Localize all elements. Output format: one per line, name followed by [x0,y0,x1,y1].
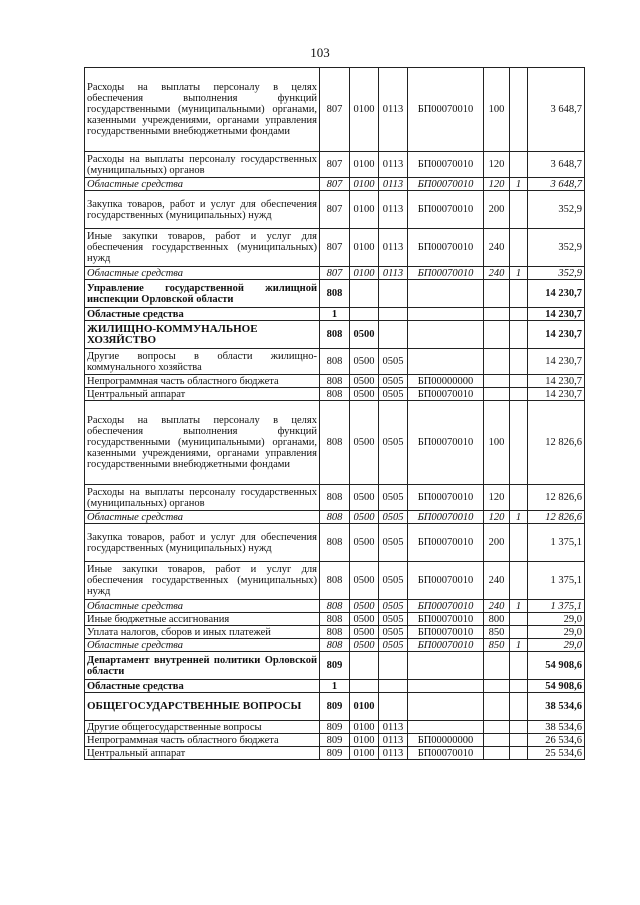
row-expense-type [484,734,510,747]
row-target-item [408,693,484,721]
table-row [85,721,585,734]
row-grbs: 807 [320,267,350,280]
row-name: Иные закупки товаров, работ и услуг для обеспечения государственных (муниципальных) нужд [85,562,320,600]
row-grbs: 809 [320,652,350,680]
row-section: 0500 [350,401,379,485]
row-subsection: 0505 [379,511,408,524]
row-grbs: 807 [320,68,350,152]
table-row [85,693,585,721]
row-name: Иные закупки товаров, работ и услуг для обеспечения государственных (муниципальных) нужд [85,229,320,267]
row-source [510,721,528,734]
row-source [510,401,528,485]
table-row [85,734,585,747]
row-source [510,229,528,267]
row-name: Областные средства [85,267,320,280]
row-grbs: 808 [320,524,350,562]
row-subsection: 0113 [379,267,408,280]
row-sum: 54 908,6 [528,652,585,680]
row-sum: 352,9 [528,267,585,280]
row-section: 0500 [350,524,379,562]
row-expense-type: 120 [484,178,510,191]
row-name: Областные средства [85,511,320,524]
row-name: Закупка товаров, работ и услуг для обеспечения государственных (муниципальных) нужд [85,191,320,229]
row-grbs: 808 [320,613,350,626]
row-target-item: БП00000000 [408,734,484,747]
row-target-item: БП00070010 [408,600,484,613]
row-target-item: БП00000000 [408,375,484,388]
row-name: Непрограммная часть областного бюджета [85,734,320,747]
row-grbs: 808 [320,639,350,652]
row-subsection [379,280,408,308]
row-expense-type [484,388,510,401]
table-row [85,600,585,613]
row-sum: 26 534,6 [528,734,585,747]
row-expense-type: 240 [484,267,510,280]
row-source: 1 [510,639,528,652]
row-subsection: 0113 [379,178,408,191]
row-section: 0500 [350,485,379,511]
row-sum: 352,9 [528,229,585,267]
row-section: 0500 [350,626,379,639]
row-subsection [379,680,408,693]
row-section: 0500 [350,613,379,626]
row-name: Иные бюджетные ассигнования [85,613,320,626]
row-expense-type: 120 [484,485,510,511]
row-sum: 1 375,1 [528,524,585,562]
row-expense-type [484,747,510,760]
row-grbs: 808 [320,388,350,401]
table-row [85,524,585,562]
row-target-item [408,321,484,349]
row-source [510,68,528,152]
row-source [510,524,528,562]
row-section: 0500 [350,388,379,401]
row-target-item [408,652,484,680]
row-grbs: 1 [320,308,350,321]
row-name: ЖИЛИЩНО-КОММУНАЛЬНОЕ ХОЗЯЙСТВО [85,321,320,349]
row-expense-type [484,321,510,349]
table-row [85,349,585,375]
row-expense-type: 240 [484,562,510,600]
row-name: Другие общегосударственные вопросы [85,721,320,734]
row-section [350,308,379,321]
row-name: Управление государственной жилищной инспекции Орловской области [85,280,320,308]
table-row [85,191,585,229]
table-row [85,747,585,760]
row-grbs: 809 [320,734,350,747]
row-name: Областные средства [85,680,320,693]
row-subsection: 0505 [379,375,408,388]
row-subsection: 0505 [379,485,408,511]
row-expense-type [484,308,510,321]
row-name: Расходы на выплаты персоналу в целях обеспечения выполнения функций государственными (муниципальными) органами, казенными учреждениями, органами управления государственными внебюджетными фондами [85,68,320,152]
row-name: Расходы на выплаты персоналу государственных (муниципальных) органов [85,485,320,511]
row-name: Департамент внутренней политики Орловской области [85,652,320,680]
row-section: 0500 [350,639,379,652]
row-target-item: БП00070010 [408,388,484,401]
table-row [85,639,585,652]
row-subsection: 0505 [379,349,408,375]
table-row [85,152,585,178]
row-target-item [408,308,484,321]
row-name: Центральный аппарат [85,747,320,760]
row-target-item: БП00070010 [408,401,484,485]
row-sum: 29,0 [528,626,585,639]
row-grbs: 808 [320,321,350,349]
row-source [510,280,528,308]
row-source [510,308,528,321]
row-section [350,652,379,680]
row-source [510,626,528,639]
row-expense-type: 120 [484,511,510,524]
row-expense-type: 200 [484,191,510,229]
row-section: 0100 [350,693,379,721]
row-expense-type: 850 [484,626,510,639]
row-subsection [379,693,408,721]
row-sum: 29,0 [528,639,585,652]
row-grbs: 809 [320,747,350,760]
row-subsection [379,321,408,349]
row-grbs: 808 [320,401,350,485]
row-source [510,349,528,375]
row-expense-type: 850 [484,639,510,652]
row-grbs: 808 [320,626,350,639]
row-source [510,485,528,511]
row-expense-type: 200 [484,524,510,562]
row-sum: 14 230,7 [528,375,585,388]
row-section: 0500 [350,375,379,388]
row-grbs: 1 [320,680,350,693]
table-row [85,562,585,600]
row-name: Областные средства [85,178,320,191]
row-section: 0100 [350,229,379,267]
row-source [510,693,528,721]
row-subsection: 0113 [379,721,408,734]
row-section: 0100 [350,267,379,280]
row-subsection: 0113 [379,747,408,760]
row-target-item [408,721,484,734]
row-sum: 3 648,7 [528,178,585,191]
row-target-item: БП00070010 [408,747,484,760]
table-row [85,388,585,401]
row-sum: 38 534,6 [528,693,585,721]
row-grbs: 807 [320,152,350,178]
row-expense-type: 800 [484,613,510,626]
table-row [85,626,585,639]
row-subsection: 0505 [379,562,408,600]
row-target-item: БП00070010 [408,626,484,639]
row-source [510,191,528,229]
row-target-item: БП00070010 [408,68,484,152]
row-source [510,375,528,388]
row-grbs: 808 [320,280,350,308]
row-grbs: 807 [320,229,350,267]
row-section [350,280,379,308]
row-grbs: 808 [320,349,350,375]
table-row [85,267,585,280]
row-section: 0500 [350,562,379,600]
row-subsection [379,308,408,321]
row-expense-type: 100 [484,401,510,485]
row-sum: 29,0 [528,613,585,626]
row-name: Областные средства [85,639,320,652]
row-subsection: 0505 [379,388,408,401]
row-subsection: 0113 [379,229,408,267]
row-name: Областные средства [85,600,320,613]
table-row [85,485,585,511]
budget-table [84,67,585,760]
row-sum: 38 534,6 [528,721,585,734]
row-sum: 14 230,7 [528,349,585,375]
row-expense-type [484,680,510,693]
row-expense-type [484,652,510,680]
table-row [85,229,585,267]
row-subsection: 0505 [379,524,408,562]
row-section: 0100 [350,178,379,191]
table-row [85,613,585,626]
row-source: 1 [510,267,528,280]
row-target-item [408,280,484,308]
row-target-item: БП00070010 [408,229,484,267]
row-name: Непрограммная часть областного бюджета [85,375,320,388]
row-expense-type: 240 [484,600,510,613]
row-section: 0500 [350,511,379,524]
row-subsection: 0505 [379,639,408,652]
row-target-item: БП00070010 [408,485,484,511]
row-target-item: БП00070010 [408,524,484,562]
row-name: Центральный аппарат [85,388,320,401]
row-expense-type: 240 [484,229,510,267]
row-source [510,388,528,401]
row-target-item: БП00070010 [408,191,484,229]
table-row [85,280,585,308]
table-row [85,375,585,388]
row-section: 0100 [350,734,379,747]
table-row [85,401,585,485]
row-name: Областные средства [85,308,320,321]
row-source [510,747,528,760]
page-number: 103 [310,45,330,60]
row-source: 1 [510,511,528,524]
row-grbs: 808 [320,485,350,511]
table-row [85,680,585,693]
row-sum: 14 230,7 [528,321,585,349]
row-subsection [379,652,408,680]
row-subsection: 0505 [379,613,408,626]
row-grbs: 808 [320,562,350,600]
row-subsection: 0113 [379,152,408,178]
row-source [510,152,528,178]
row-source [510,652,528,680]
row-target-item: БП00070010 [408,562,484,600]
row-target-item [408,349,484,375]
row-source [510,562,528,600]
row-source [510,321,528,349]
row-grbs: 809 [320,693,350,721]
row-sum: 12 826,6 [528,511,585,524]
row-expense-type [484,349,510,375]
row-source [510,613,528,626]
table-row [85,308,585,321]
row-section: 0100 [350,68,379,152]
row-name: Другие вопросы в области жилищно-коммунального хозяйства [85,349,320,375]
table-row [85,511,585,524]
table-row [85,321,585,349]
row-target-item: БП00070010 [408,267,484,280]
row-grbs: 807 [320,191,350,229]
row-expense-type [484,721,510,734]
row-target-item: БП00070010 [408,178,484,191]
row-subsection: 0113 [379,68,408,152]
row-target-item: БП00070010 [408,613,484,626]
table-row [85,68,585,152]
row-sum: 14 230,7 [528,280,585,308]
row-sum: 1 375,1 [528,562,585,600]
row-subsection: 0113 [379,191,408,229]
table-row [85,652,585,680]
row-sum: 1 375,1 [528,600,585,613]
row-name: Расходы на выплаты персоналу государственных (муниципальных) органов [85,152,320,178]
row-section: 0500 [350,321,379,349]
row-sum: 352,9 [528,191,585,229]
row-sum: 3 648,7 [528,68,585,152]
row-source [510,680,528,693]
row-expense-type: 120 [484,152,510,178]
row-section: 0100 [350,721,379,734]
row-expense-type: 100 [484,68,510,152]
row-sum: 14 230,7 [528,388,585,401]
row-sum: 54 908,6 [528,680,585,693]
row-section: 0500 [350,600,379,613]
row-subsection: 0505 [379,401,408,485]
row-grbs: 808 [320,511,350,524]
row-sum: 12 826,6 [528,401,585,485]
row-target-item: БП00070010 [408,639,484,652]
row-grbs: 807 [320,178,350,191]
row-source [510,734,528,747]
row-section: 0100 [350,152,379,178]
row-subsection: 0113 [379,734,408,747]
row-grbs: 809 [320,721,350,734]
row-sum: 14 230,7 [528,308,585,321]
row-sum: 25 534,6 [528,747,585,760]
row-subsection: 0505 [379,600,408,613]
row-expense-type [484,375,510,388]
row-sum: 3 648,7 [528,152,585,178]
row-grbs: 808 [320,600,350,613]
row-source: 1 [510,600,528,613]
row-source: 1 [510,178,528,191]
row-subsection: 0505 [379,626,408,639]
row-expense-type [484,693,510,721]
row-target-item [408,680,484,693]
row-target-item: БП00070010 [408,152,484,178]
row-section: 0500 [350,349,379,375]
row-expense-type [484,280,510,308]
row-name: Уплата налогов, сборов и иных платежей [85,626,320,639]
row-name: Закупка товаров, работ и услуг для обеспечения государственных (муниципальных) нужд [85,524,320,562]
row-name: ОБЩЕГОСУДАРСТВЕННЫЕ ВОПРОСЫ [85,693,320,721]
row-section: 0100 [350,191,379,229]
row-name: Расходы на выплаты персоналу в целях обеспечения выполнения функций государственными (муниципальными) органами, казенными учреждениями, органами управления государственными внебюджетными фондами [85,401,320,485]
row-sum: 12 826,6 [528,485,585,511]
row-section: 0100 [350,747,379,760]
row-target-item: БП00070010 [408,511,484,524]
row-section [350,680,379,693]
table-row [85,178,585,191]
row-grbs: 808 [320,375,350,388]
